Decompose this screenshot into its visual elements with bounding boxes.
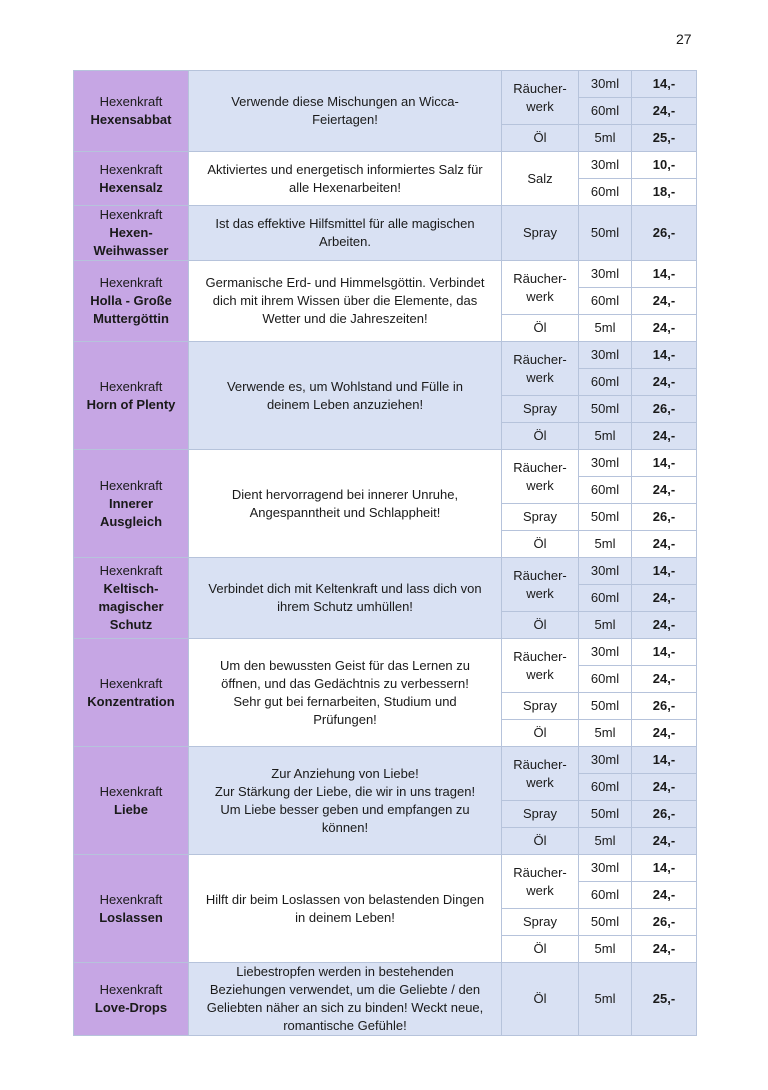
product-name: Innerer bbox=[108, 495, 154, 511]
form-label: Öl bbox=[533, 941, 547, 956]
product-description bbox=[189, 71, 502, 152]
product-name-cell bbox=[74, 152, 189, 206]
product-name: Horn of Plenty bbox=[86, 396, 176, 412]
product-name: Muttergöttin bbox=[93, 311, 169, 326]
product-price: 10,- bbox=[632, 152, 697, 179]
product-name: Hexensalz bbox=[99, 179, 163, 195]
product-size: 30ml bbox=[579, 261, 632, 288]
product-form bbox=[502, 206, 579, 261]
product-form bbox=[502, 558, 579, 612]
description-line: öffnen, und das Gedächtnis zu verbessern! bbox=[221, 675, 469, 691]
form-label: Spray bbox=[523, 225, 557, 240]
product-form bbox=[502, 261, 579, 315]
product-size: 60ml bbox=[579, 288, 632, 315]
product-name: Hexensabbat bbox=[90, 112, 172, 127]
form-label: Räucher- bbox=[513, 756, 567, 772]
product-form bbox=[502, 612, 579, 639]
product-price: 26,- bbox=[632, 909, 697, 936]
form-label: Öl bbox=[533, 320, 547, 335]
form-label: werk bbox=[526, 369, 554, 385]
description-line: Prüfungen! bbox=[313, 711, 377, 727]
product-form bbox=[502, 936, 579, 963]
product-prefix: Hexenkraft bbox=[99, 477, 163, 493]
product-name-cell bbox=[74, 261, 189, 342]
form-label: Öl bbox=[533, 536, 547, 551]
product-form bbox=[502, 720, 579, 747]
product-size: 60ml bbox=[579, 369, 632, 396]
table-row bbox=[74, 71, 697, 98]
form-label: Spray bbox=[523, 914, 557, 929]
description-line: Geliebten näher an sich zu binden! Weckt neue, bbox=[206, 1000, 484, 1015]
product-size: 5ml bbox=[579, 828, 632, 855]
product-form bbox=[502, 909, 579, 936]
product-size: 30ml bbox=[579, 71, 632, 98]
page-number: 27 bbox=[676, 31, 692, 47]
product-form bbox=[502, 801, 579, 828]
product-prefix: Hexenkraft bbox=[99, 783, 163, 799]
product-form bbox=[502, 828, 579, 855]
product-name-cell bbox=[74, 855, 189, 963]
product-form bbox=[502, 963, 579, 1036]
product-description bbox=[189, 558, 502, 639]
description-line: Germanische Erd- und Himmelsgöttin. Verbindet bbox=[205, 275, 485, 290]
product-size: 30ml bbox=[579, 152, 632, 179]
product-size: 30ml bbox=[579, 855, 632, 882]
product-description bbox=[189, 747, 502, 855]
product-price: 14,- bbox=[632, 71, 697, 98]
description-line: Verwende es, um Wohlstand und Fülle in bbox=[226, 378, 464, 394]
description-line: Dient hervorragend bei innerer Unruhe, bbox=[231, 486, 459, 502]
product-price: 24,- bbox=[632, 369, 697, 396]
product-size: 5ml bbox=[579, 423, 632, 450]
product-prefix: Hexenkraft bbox=[99, 207, 163, 222]
form-label: Spray bbox=[523, 698, 557, 713]
product-name-cell bbox=[74, 639, 189, 747]
description-line: Zur Anziehung von Liebe! bbox=[271, 765, 419, 781]
product-price: 24,- bbox=[632, 98, 697, 125]
product-size: 30ml bbox=[579, 639, 632, 666]
product-form bbox=[502, 396, 579, 423]
product-name: Konzentration bbox=[87, 693, 175, 709]
product-price: 24,- bbox=[632, 936, 697, 963]
description-line: Aktiviertes und energetisch informiertes Salz für bbox=[207, 161, 483, 177]
form-label: Öl bbox=[533, 991, 547, 1006]
product-size: 60ml bbox=[579, 774, 632, 801]
product-size: 5ml bbox=[579, 936, 632, 963]
product-price: 24,- bbox=[632, 477, 697, 504]
product-prefix: Hexenkraft bbox=[99, 891, 163, 907]
product-name: Hexen- bbox=[109, 225, 153, 240]
product-size: 60ml bbox=[579, 882, 632, 909]
product-prefix: Hexenkraft bbox=[99, 982, 163, 997]
form-label: Öl bbox=[533, 833, 547, 848]
product-price: 24,- bbox=[632, 828, 697, 855]
product-price: 26,- bbox=[632, 504, 697, 531]
description-line: Um den bewussten Geist für das Lernen zu bbox=[219, 657, 471, 673]
product-size: 50ml bbox=[579, 909, 632, 936]
product-size: 30ml bbox=[579, 450, 632, 477]
form-label: Räucher- bbox=[513, 351, 567, 367]
table-row bbox=[74, 342, 697, 369]
product-prefix: Hexenkraft bbox=[99, 94, 163, 109]
product-size: 50ml bbox=[579, 801, 632, 828]
product-size: 50ml bbox=[579, 504, 632, 531]
table-row bbox=[74, 450, 697, 477]
description-line: Verwende diese Mischungen an Wicca- bbox=[231, 94, 459, 109]
table-row bbox=[74, 261, 697, 288]
product-description bbox=[189, 450, 502, 558]
product-prefix: Hexenkraft bbox=[99, 563, 163, 578]
form-label: werk bbox=[526, 774, 554, 790]
description-line: Um Liebe besser geben und empfangen zu bbox=[220, 801, 470, 817]
form-label: werk bbox=[526, 288, 554, 304]
product-price: 14,- bbox=[632, 450, 697, 477]
table-row bbox=[74, 747, 697, 774]
product-prefix: Hexenkraft bbox=[99, 161, 163, 177]
product-name-cell bbox=[74, 71, 189, 152]
product-price: 18,- bbox=[632, 179, 697, 206]
product-name-cell bbox=[74, 558, 189, 639]
description-line: Liebestropfen werden in bestehenden bbox=[236, 964, 454, 979]
description-line: Beziehungen verwendet, um die Geliebte / den bbox=[209, 982, 481, 997]
product-size: 5ml bbox=[579, 315, 632, 342]
table-row bbox=[74, 963, 697, 1036]
product-price: 26,- bbox=[632, 206, 697, 261]
product-size: 5ml bbox=[579, 612, 632, 639]
product-name-cell bbox=[74, 342, 189, 450]
product-price: 24,- bbox=[632, 612, 697, 639]
product-size: 30ml bbox=[579, 558, 632, 585]
table-row bbox=[74, 855, 697, 882]
table-row bbox=[74, 206, 697, 261]
product-name: Loslassen bbox=[99, 909, 163, 925]
product-form bbox=[502, 71, 579, 125]
form-label: Öl bbox=[533, 130, 547, 145]
product-form bbox=[502, 855, 579, 909]
description-line: Wetter und die Jahreszeiten! bbox=[262, 311, 428, 326]
product-price: 14,- bbox=[632, 261, 697, 288]
description-line: romantische Gefühle! bbox=[283, 1018, 407, 1033]
product-form bbox=[502, 315, 579, 342]
description-line: ihrem Schutz umhüllen! bbox=[277, 599, 413, 614]
form-label: werk bbox=[526, 882, 554, 898]
description-line: in deinem Leben! bbox=[295, 909, 395, 925]
form-label: werk bbox=[526, 585, 554, 601]
product-prefix: Hexenkraft bbox=[99, 378, 163, 394]
product-price: 14,- bbox=[632, 342, 697, 369]
table-row bbox=[74, 152, 697, 179]
description-line: können! bbox=[321, 819, 369, 835]
description-line: deinem Leben anzuziehen! bbox=[266, 396, 424, 412]
form-label: Räucher- bbox=[513, 270, 567, 286]
product-description bbox=[189, 152, 502, 206]
product-price: 14,- bbox=[632, 558, 697, 585]
product-size: 60ml bbox=[579, 179, 632, 206]
form-label: Öl bbox=[533, 725, 547, 740]
product-size: 50ml bbox=[579, 693, 632, 720]
description-line: Arbeiten. bbox=[318, 234, 372, 249]
product-form bbox=[502, 747, 579, 801]
product-name: Schutz bbox=[109, 617, 153, 632]
product-prefix: Hexenkraft bbox=[99, 675, 163, 691]
product-form bbox=[502, 342, 579, 396]
product-price: 24,- bbox=[632, 531, 697, 558]
product-price: 24,- bbox=[632, 288, 697, 315]
description-line: Zur Stärkung der Liebe, die wir in uns tragen! bbox=[214, 783, 476, 799]
product-price: 24,- bbox=[632, 882, 697, 909]
product-size: 5ml bbox=[579, 531, 632, 558]
product-price: 14,- bbox=[632, 747, 697, 774]
product-size: 5ml bbox=[579, 125, 632, 152]
description-line: Sehr gut bei fernarbeiten, Studium und bbox=[233, 693, 457, 709]
form-label: Räucher- bbox=[513, 459, 567, 475]
product-price: 24,- bbox=[632, 720, 697, 747]
product-name: Holla - Große bbox=[90, 293, 172, 308]
form-label: Öl bbox=[533, 617, 547, 632]
product-price: 24,- bbox=[632, 774, 697, 801]
product-name-cell bbox=[74, 206, 189, 261]
table-row bbox=[74, 639, 697, 666]
product-name-cell bbox=[74, 963, 189, 1036]
product-description bbox=[189, 639, 502, 747]
product-price: 24,- bbox=[632, 666, 697, 693]
description-line: Feiertagen! bbox=[312, 112, 378, 127]
product-price: 24,- bbox=[632, 585, 697, 612]
form-label: Spray bbox=[523, 401, 557, 416]
description-line: Verbindet dich mit Keltenkraft und lass dich von bbox=[208, 581, 482, 596]
product-description bbox=[189, 206, 502, 261]
product-form bbox=[502, 450, 579, 504]
form-label: Räucher- bbox=[513, 864, 567, 880]
product-size: 5ml bbox=[579, 720, 632, 747]
form-label: Öl bbox=[533, 428, 547, 443]
product-size: 50ml bbox=[579, 396, 632, 423]
product-price: 14,- bbox=[632, 855, 697, 882]
form-label: werk bbox=[526, 666, 554, 682]
description-line: alle Hexenarbeiten! bbox=[288, 179, 402, 195]
product-form bbox=[502, 639, 579, 693]
form-label: Spray bbox=[523, 509, 557, 524]
form-label: Räucher- bbox=[513, 648, 567, 664]
product-price: 24,- bbox=[632, 423, 697, 450]
form-label: Salz bbox=[527, 170, 553, 186]
product-description bbox=[189, 342, 502, 450]
product-description bbox=[189, 855, 502, 963]
product-name: Weihwasser bbox=[93, 243, 169, 258]
product-price: 25,- bbox=[632, 125, 697, 152]
product-size: 60ml bbox=[579, 98, 632, 125]
product-form bbox=[502, 531, 579, 558]
product-price: 26,- bbox=[632, 801, 697, 828]
product-name-cell bbox=[74, 450, 189, 558]
product-size: 30ml bbox=[579, 747, 632, 774]
product-description bbox=[189, 261, 502, 342]
description-line: Ist das effektive Hilfsmittel für alle magischen bbox=[215, 216, 475, 231]
product-size: 5ml bbox=[579, 963, 632, 1036]
product-price: 26,- bbox=[632, 396, 697, 423]
product-form bbox=[502, 423, 579, 450]
product-name: Liebe bbox=[114, 801, 148, 817]
form-label: Spray bbox=[523, 806, 557, 821]
description-line: dich mit ihrem Wissen über die Elemente, das bbox=[212, 293, 478, 308]
product-form bbox=[502, 693, 579, 720]
product-size: 60ml bbox=[579, 666, 632, 693]
form-label: Räucher- bbox=[513, 567, 567, 583]
product-table bbox=[73, 70, 697, 1036]
product-price: 25,- bbox=[632, 963, 697, 1036]
product-price: 14,- bbox=[632, 639, 697, 666]
form-label: werk bbox=[526, 477, 554, 493]
form-label: Räucher- bbox=[513, 80, 567, 96]
product-form bbox=[502, 152, 579, 206]
product-name: Ausgleich bbox=[99, 513, 163, 529]
product-form bbox=[502, 125, 579, 152]
product-size: 60ml bbox=[579, 585, 632, 612]
product-name: magischer bbox=[98, 599, 164, 614]
description-line: Hilft dir beim Loslassen von belastenden Dingen bbox=[205, 891, 485, 907]
product-size: 50ml bbox=[579, 206, 632, 261]
description-line: Angespanntheit und Schlappheit! bbox=[249, 504, 441, 520]
product-description bbox=[189, 963, 502, 1036]
form-label: werk bbox=[526, 98, 554, 114]
product-price: 26,- bbox=[632, 693, 697, 720]
product-name: Keltisch- bbox=[103, 581, 159, 596]
product-form bbox=[502, 504, 579, 531]
product-name-cell bbox=[74, 747, 189, 855]
product-price: 24,- bbox=[632, 315, 697, 342]
table-row bbox=[74, 558, 697, 585]
product-size: 30ml bbox=[579, 342, 632, 369]
product-name: Love-Drops bbox=[94, 1000, 168, 1015]
product-prefix: Hexenkraft bbox=[99, 275, 163, 290]
product-size: 60ml bbox=[579, 477, 632, 504]
